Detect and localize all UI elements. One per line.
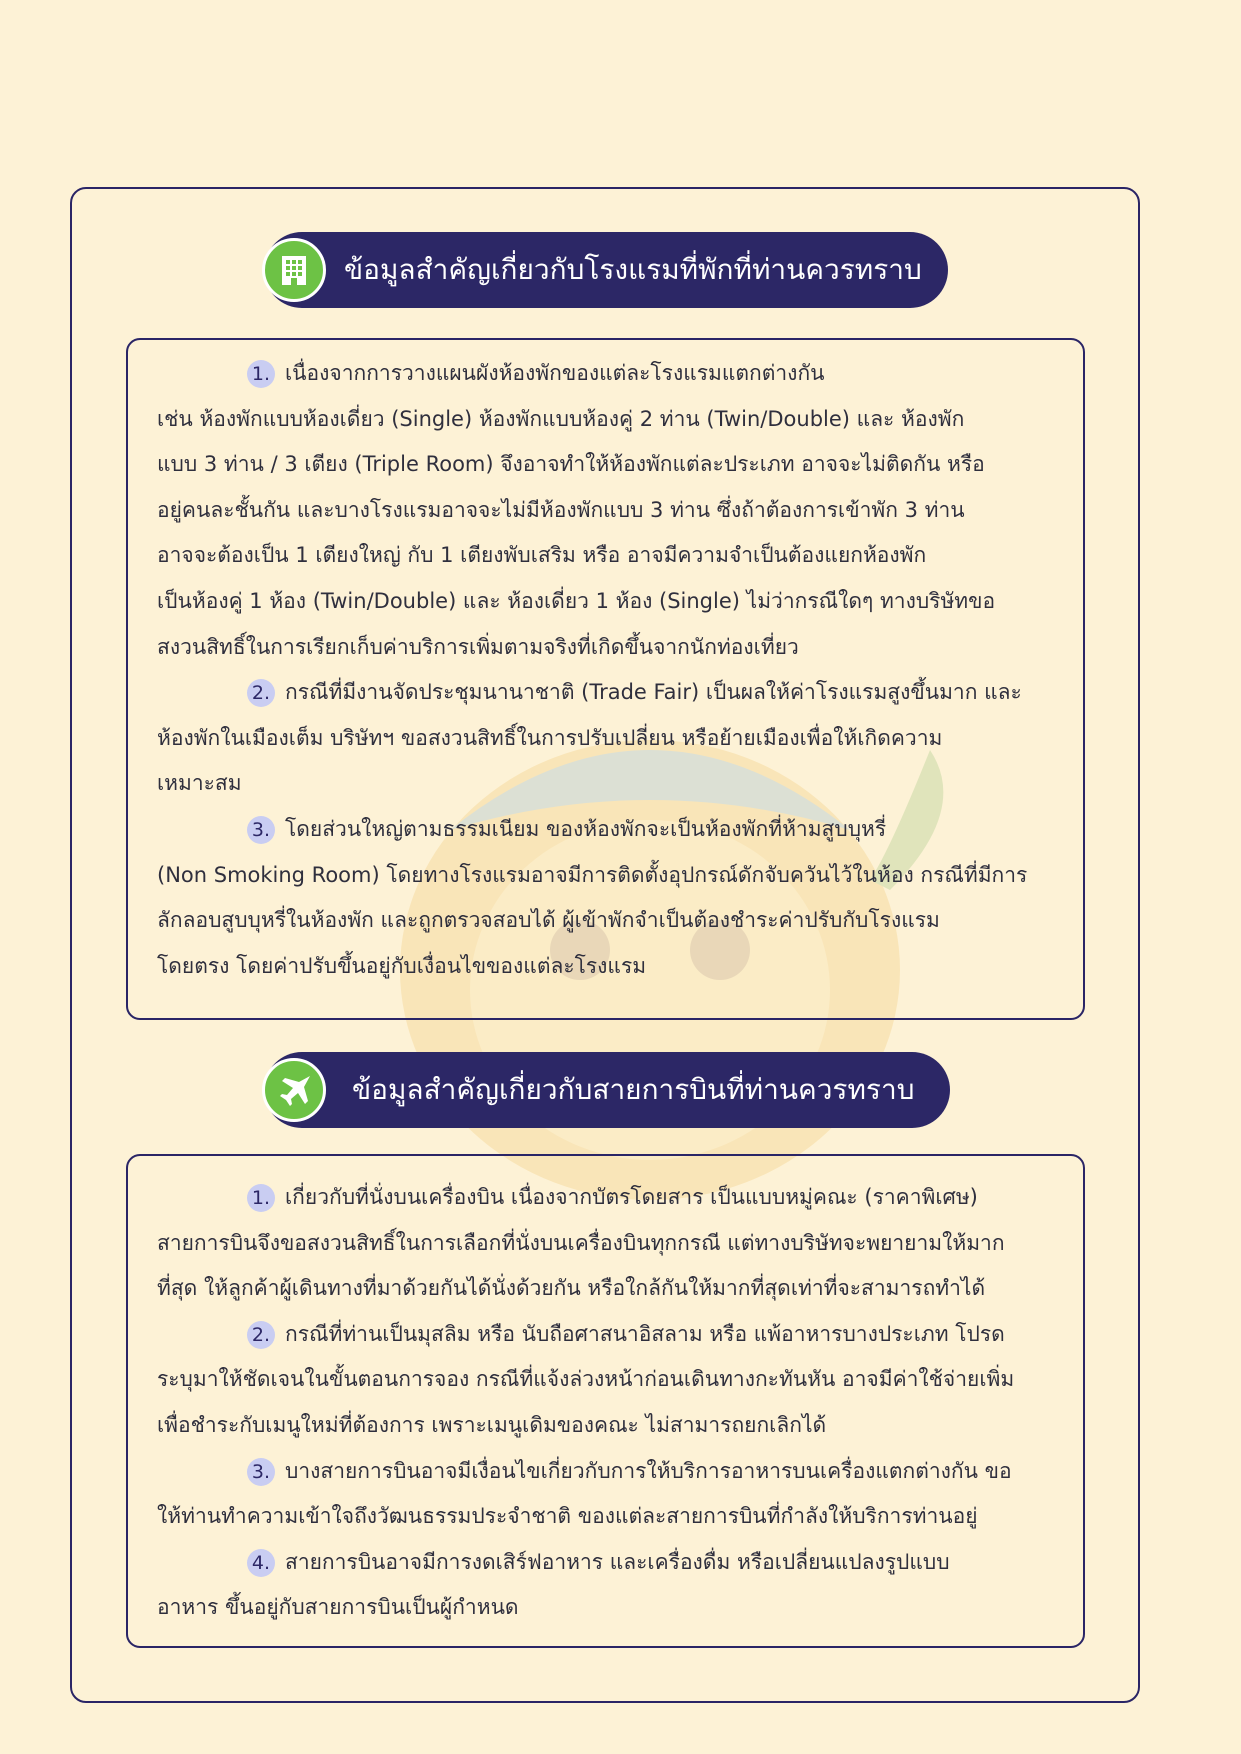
- hotel-item-2-line: [157, 768, 242, 798]
- hotel-item-number: 2.: [247, 679, 275, 707]
- airline-item-text: กรณีที่ท่านเป็นมุสลิม หรือ นับถือศาสนาอิสลาม หรือ แพ้อาหารบางประเภท โปรด: [285, 1321, 1005, 1346]
- hotel-item-1-line: [157, 449, 985, 479]
- hotel-item-3-line: [157, 905, 940, 935]
- airline-section-header: [264, 1052, 950, 1128]
- hotel-item-text: กรณีที่มีงานจัดประชุมนานาชาติ (Trade Fair) เป็นผลให้ค่าโรงแรมสูงขึ้นมาก และ: [285, 680, 1022, 705]
- airline-item-1-line: [157, 1228, 1005, 1258]
- airline-item-1-line: [247, 1182, 978, 1212]
- hotel-item-1-line: [157, 586, 995, 616]
- airline-item-text: สายการบินอาจมีการงดเสิร์ฟอาหาร และเครื่องดื่ม หรือเปลี่ยนแปลงรูปแบบ: [285, 1549, 950, 1574]
- hotel-item-text: เป็นห้องคู่ 1 ห้อง (Twin/Double) และ ห้องเดี่ยว 1 ห้อง (Single) ไม่ว่ากรณีใดๆ ทางบริษัทขอ: [157, 589, 996, 613]
- airplane-icon: [262, 1058, 326, 1122]
- hotel-item-1-line: [157, 404, 964, 434]
- hotel-item-1-line: [157, 495, 965, 525]
- airline-item-text: ให้ท่านทำความเข้าใจถึงวัฒนธรรมประจำชาติ ของแต่ละสายการบินที่กำลังให้บริการท่านอยู่: [157, 1504, 978, 1529]
- hotel-item-1-line: [157, 632, 799, 662]
- hotel-item-3-line: [247, 814, 886, 844]
- building-icon: [262, 238, 326, 302]
- hotel-item-1-line: [157, 540, 926, 570]
- hotel-item-1-line: [247, 358, 825, 388]
- airline-item-2-line: [157, 1364, 1014, 1394]
- airline-item-4-line: [157, 1592, 519, 1622]
- airline-item-number: 2.: [247, 1321, 275, 1349]
- hotel-item-text: แบบ 3 ท่าน / 3 เตียง (Triple Room) จึงอาจทำให้ห้องพักแต่ละประเภท อาจจะไม่ติดกัน หรือ: [157, 452, 985, 477]
- hotel-item-number: 1.: [247, 360, 275, 388]
- airline-item-text: ระบุมาให้ชัดเจนในขั้นตอนการจอง กรณีที่แจ้งล่วงหน้าก่อนเดินทางกะทันหัน อาจมีค่าใช้จ่ายเพิ่ม: [157, 1367, 1015, 1392]
- hotel-item-2-line: [157, 723, 942, 753]
- airline-item-3-line: [247, 1456, 1012, 1486]
- hotel-item-3-line: [157, 860, 1027, 890]
- airline-item-text: เพื่อชำระกับเมนูใหม่ที่ต้องการ เพราะเมนูเดิมของคณะ ไม่สามารถยกเลิกได้: [157, 1413, 827, 1437]
- airline-section-title: ข้อมูลสำคัญเกี่ยวกับสายการบินที่ท่านควรทราบ: [352, 1073, 915, 1106]
- airline-item-text: เกี่ยวกับที่นั่งบนเครื่องบิน เนื่องจากบัตรโดยสาร เป็นแบบหมู่คณะ (ราคาพิเศษ): [285, 1185, 978, 1209]
- hotel-section-header: [264, 232, 948, 308]
- hotel-item-text: เนื่องจากการวางแผนผังห้องพักของแต่ละโรงแรมแตกต่างกัน: [285, 361, 825, 385]
- airline-item-text: อาหาร ขึ้นอยู่กับสายการบินเป็นผู้กำหนด: [157, 1595, 519, 1620]
- hotel-item-3-line: [157, 951, 646, 981]
- hotel-item-number: 3.: [247, 816, 275, 844]
- airline-item-2-line: [247, 1319, 1005, 1349]
- hotel-section-title: ข้อมูลสำคัญเกี่ยวกับโรงแรมที่พักที่ท่านควรทราบ: [344, 253, 922, 286]
- hotel-item-2-line: [247, 677, 1022, 707]
- airline-item-number: 4.: [247, 1549, 275, 1577]
- hotel-item-text: อาจจะต้องเป็น 1 เตียงใหญ่ กับ 1 เตียงพับเสริม หรือ อาจมีความจำเป็นต้องแยกห้องพัก: [157, 543, 927, 568]
- airline-item-1-line: [157, 1273, 985, 1303]
- airline-item-number: 1.: [247, 1184, 275, 1212]
- hotel-item-text: สงวนสิทธิ์ในการเรียกเก็บค่าบริการเพิ่มตามจริงที่เกิดขึ้นจากนักท่องเที่ยว: [157, 634, 799, 659]
- hotel-item-text: (Non Smoking Room) โดยทางโรงแรมอาจมีการติดตั้งอุปกรณ์ดักจับควันไว้ในห้อง กรณีที่มีการ: [157, 862, 1028, 887]
- airline-item-4-line: [247, 1547, 950, 1577]
- hotel-item-text: เช่น ห้องพักแบบห้องเดี่ยว (Single) ห้องพักแบบห้องคู่ 2 ท่าน (Twin/Double) และ ห้องพัก: [157, 406, 965, 431]
- hotel-item-text: อยู่คนละชั้นกัน และบางโรงแรมอาจจะไม่มีห้องพักแบบ 3 ท่าน ซึ่งถ้าต้องการเข้าพัก 3 ท่าน: [157, 497, 965, 522]
- hotel-item-text: ห้องพักในเมืองเต็ม บริษัทฯ ขอสงวนสิทธิ์ในการปรับเปลี่ยน หรือย้ายเมืองเพื่อให้เกิดความ: [157, 725, 943, 750]
- airline-item-2-line: [157, 1410, 826, 1440]
- airline-item-number: 3.: [247, 1458, 275, 1486]
- hotel-item-text: โดยส่วนใหญ่ตามธรรมเนียม ของห้องพักจะเป็นห้องพักที่ห้ามสูบบุหรี่: [285, 817, 887, 841]
- hotel-item-text: เหมาะสม: [157, 771, 242, 796]
- hotel-item-text: ลักลอบสูบบุหรี่ในห้องพัก และถูกตรวจสอบได้ ผู้เข้าพักจำเป็นต้องชำระค่าปรับกับโรงแรม: [157, 908, 940, 933]
- airline-item-text: บางสายการบินอาจมีเงื่อนไขเกี่ยวกับการให้บริการอาหารบนเครื่องแตกต่างกัน ขอ: [285, 1458, 1012, 1483]
- airline-item-text: ที่สุด ให้ลูกค้าผู้เดินทางที่มาด้วยกันได้นั่งด้วยกัน หรือใกล้กันให้มากที่สุดเท่าที่จะสามารถทำได้: [157, 1276, 986, 1301]
- airline-item-3-line: [157, 1501, 978, 1531]
- hotel-item-text: โดยตรง โดยค่าปรับขึ้นอยู่กับเงื่อนไขของแต่ละโรงแรม: [157, 953, 647, 978]
- airline-item-text: สายการบินจึงขอสงวนสิทธิ์ในการเลือกที่นั่งบนเครื่องบินทุกกรณี แต่ทางบริษัทจะพยายามให้มาก: [157, 1230, 1005, 1255]
